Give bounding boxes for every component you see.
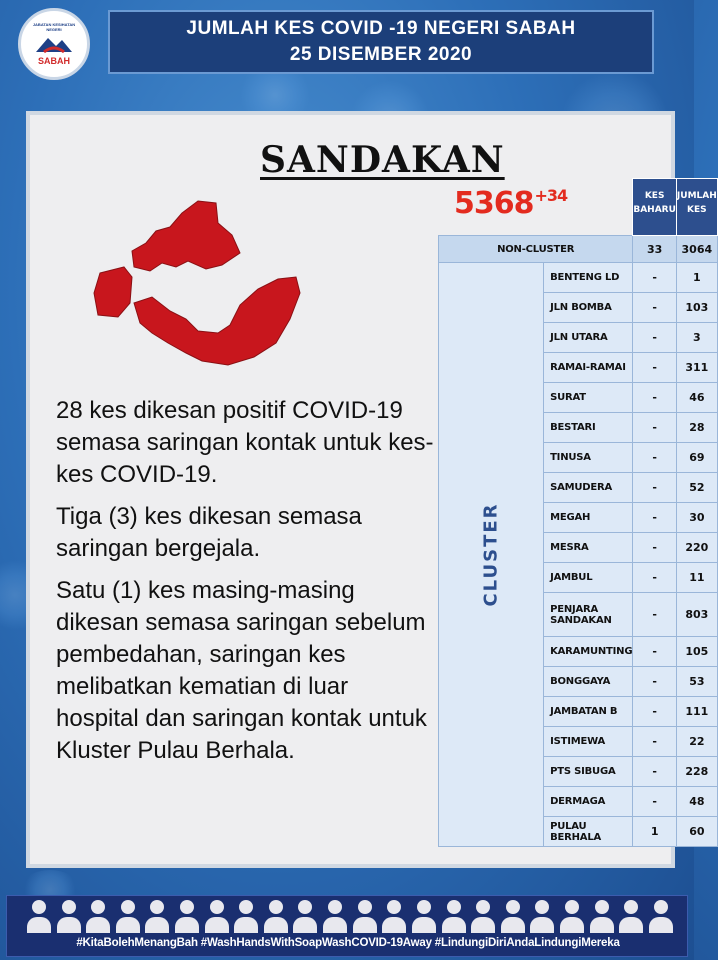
table-row xyxy=(439,236,718,263)
logo-emblem-icon xyxy=(34,32,74,56)
row-total: 69 xyxy=(676,443,717,473)
row-name: NON-CLUSTER xyxy=(439,236,633,263)
row-name: KARAMUNTING xyxy=(544,637,633,667)
row-total: 46 xyxy=(676,383,717,413)
sabah-health-logo xyxy=(18,8,90,80)
row-total: 11 xyxy=(676,563,717,593)
row-name: JLN UTARA xyxy=(544,323,633,353)
main-panel xyxy=(26,111,717,868)
person-icon xyxy=(175,900,199,934)
row-total: 3064 xyxy=(676,236,717,263)
row-total: 105 xyxy=(676,637,717,667)
row-new: - xyxy=(633,787,677,817)
row-total: 60 xyxy=(676,817,717,847)
row-name: TINUSA xyxy=(544,443,633,473)
row-name: PTS SIBUGA xyxy=(544,757,633,787)
row-name: ISTIMEWA xyxy=(544,727,633,757)
person-icon xyxy=(145,900,169,934)
row-new: - xyxy=(633,697,677,727)
table-row xyxy=(439,263,718,293)
report-date: 25 DISEMBER 2020 xyxy=(289,44,473,65)
person-icon xyxy=(116,900,140,934)
row-new: - xyxy=(633,293,677,323)
col-header-new: KES BAHARU xyxy=(633,179,677,236)
description-paragraph: 28 kes dikesan positif COVID-19 semasa saringan kontak untuk kes-kes COVID-19. xyxy=(56,397,434,488)
row-name: JAMBUL xyxy=(544,563,633,593)
row-total: 28 xyxy=(676,413,717,443)
row-new: - xyxy=(633,323,677,353)
col-header-total: JUMLAH KES xyxy=(676,179,717,236)
cluster-table xyxy=(438,178,718,847)
row-new: - xyxy=(633,637,677,667)
person-icon xyxy=(234,900,258,934)
people-icons xyxy=(27,900,673,934)
row-name: SURAT xyxy=(544,383,633,413)
row-new: - xyxy=(633,533,677,563)
row-total: 111 xyxy=(676,697,717,727)
cluster-label xyxy=(439,263,544,847)
row-new: - xyxy=(633,413,677,443)
person-icon xyxy=(471,900,495,934)
row-new: - xyxy=(633,757,677,787)
person-icon xyxy=(590,900,614,934)
person-icon xyxy=(501,900,525,934)
row-new: 33 xyxy=(633,236,677,263)
person-icon xyxy=(560,900,584,934)
row-name: PENJARA SANDAKAN xyxy=(544,593,633,637)
row-new: - xyxy=(633,263,677,293)
row-total: 3 xyxy=(676,323,717,353)
person-icon xyxy=(442,900,466,934)
person-icon xyxy=(619,900,643,934)
row-new: - xyxy=(633,727,677,757)
person-icon xyxy=(27,900,51,934)
row-total: 311 xyxy=(676,353,717,383)
logo-text: JABATAN KESIHATAN NEGERI xyxy=(32,22,76,32)
person-icon xyxy=(382,900,406,934)
row-total: 48 xyxy=(676,787,717,817)
person-icon xyxy=(57,900,81,934)
row-name: JLN BOMBA xyxy=(544,293,633,323)
row-new: - xyxy=(633,473,677,503)
cluster-label-text: CLUSTER xyxy=(480,502,502,607)
row-name: BESTARI xyxy=(544,413,633,443)
person-icon xyxy=(264,900,288,934)
district-name: SANDAKAN xyxy=(260,139,505,181)
row-name: BONGGAYA xyxy=(544,667,633,697)
row-name: JAMBATAN B xyxy=(544,697,633,727)
row-total: 803 xyxy=(676,593,717,637)
row-new: - xyxy=(633,503,677,533)
row-new: - xyxy=(633,443,677,473)
row-new: - xyxy=(633,593,677,637)
row-new: - xyxy=(633,383,677,413)
row-new: - xyxy=(633,667,677,697)
description-paragraph: Tiga (3) kes dikesan semasa saringan bergejala. xyxy=(56,503,362,562)
person-icon xyxy=(412,900,436,934)
row-name: MESRA xyxy=(544,533,633,563)
person-icon xyxy=(205,900,229,934)
new-count: +34 xyxy=(534,186,568,205)
row-total: 22 xyxy=(676,727,717,757)
row-name: SAMUDERA xyxy=(544,473,633,503)
row-total: 220 xyxy=(676,533,717,563)
row-total: 228 xyxy=(676,757,717,787)
person-icon xyxy=(323,900,347,934)
row-total: 30 xyxy=(676,503,717,533)
row-new: 1 xyxy=(633,817,677,847)
row-total: 52 xyxy=(676,473,717,503)
logo-state: SABAH xyxy=(37,56,70,66)
person-icon xyxy=(530,900,554,934)
hashtags: #KitaBolehMenangBah #WashHandsWithSoapWashCOVID-19Away #LindungiDiriAndaLindungiMereka xyxy=(76,937,620,949)
page-title: JUMLAH KES COVID -19 NEGERI SABAH xyxy=(186,18,576,39)
page-header xyxy=(108,10,654,74)
row-new: - xyxy=(633,563,677,593)
description xyxy=(56,395,436,777)
description-paragraph: Satu (1) kes masing-masing dikesan semasa saringan sebelum pembedahan, saringan kes melibatkan kematian di luar hospital dan saringan kontak untuk Kluster Pulau Berhala. xyxy=(56,577,427,764)
row-name: DERMAGA xyxy=(544,787,633,817)
person-icon xyxy=(353,900,377,934)
row-name: BENTENG LD xyxy=(544,263,633,293)
person-icon xyxy=(649,900,673,934)
row-name: RAMAI-RAMAI xyxy=(544,353,633,383)
row-new: - xyxy=(633,353,677,383)
row-total: 53 xyxy=(676,667,717,697)
row-total: 103 xyxy=(676,293,717,323)
row-name: MEGAH xyxy=(544,503,633,533)
sandakan-map xyxy=(90,193,322,383)
person-icon xyxy=(86,900,110,934)
person-icon xyxy=(293,900,317,934)
cumulative-count: 5368 xyxy=(454,186,534,221)
row-total: 1 xyxy=(676,263,717,293)
footer-banner xyxy=(6,895,688,957)
row-name: PULAU BERHALA xyxy=(544,817,633,847)
